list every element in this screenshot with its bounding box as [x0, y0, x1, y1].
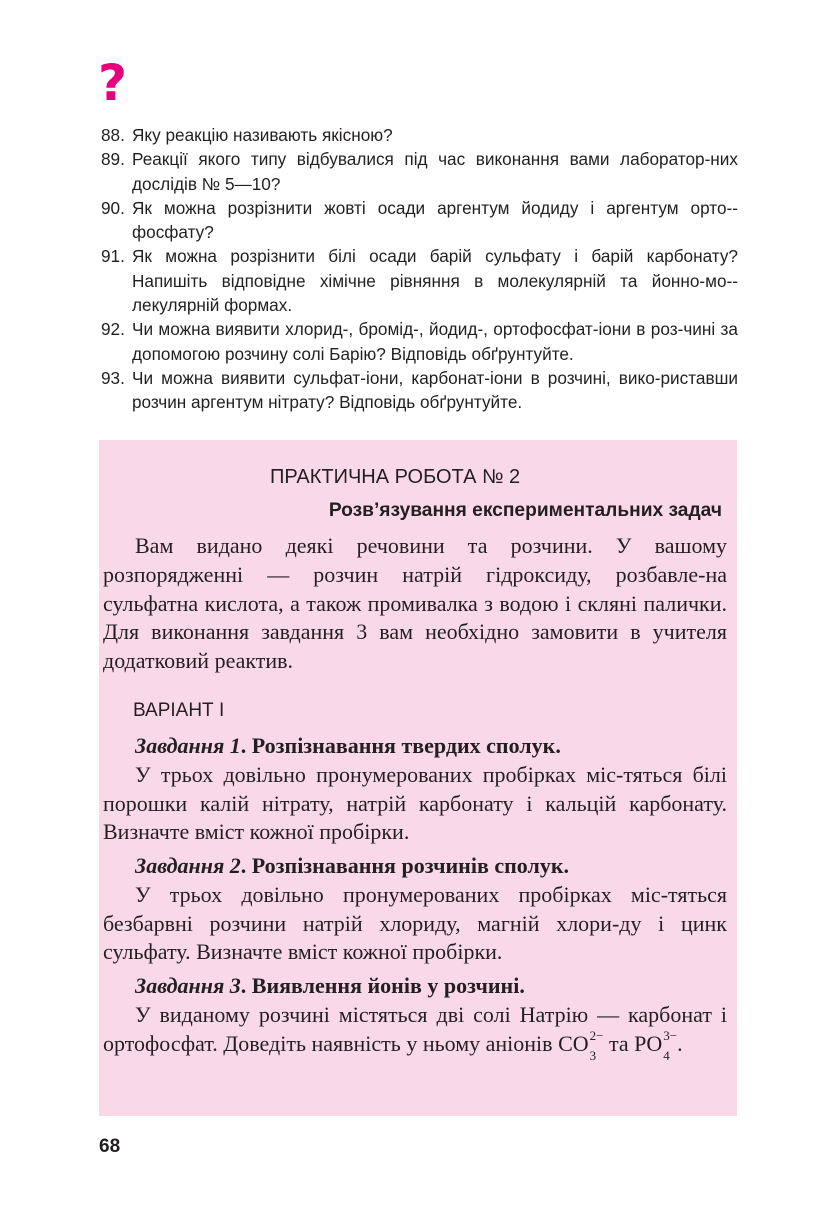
ion-formula: PO — [634, 1030, 663, 1056]
task-text: У трьох довільно пронумерованих пробірках міс-тяться білі порошки калій нітрату, натрій карбонату і кальцій карбонату. Визначте вміст кожної пробірки. — [103, 761, 727, 845]
question-number: 93. — [101, 367, 125, 388]
question-item — [101, 317, 738, 366]
ion-subscript: 4 — [663, 1047, 670, 1063]
practical-title: ПРАКТИЧНА РОБОТА № 2 — [270, 466, 521, 488]
question-mark-icon: ? — [98, 54, 128, 112]
question-item — [101, 366, 738, 415]
sentence-end: . — [677, 1030, 683, 1056]
question-item — [101, 196, 738, 245]
question-item — [101, 123, 738, 147]
task-3 — [103, 972, 727, 1063]
page-number: 68 — [99, 1136, 121, 1157]
task-title: . Розпізнавання розчинів сполук. — [240, 853, 570, 878]
carbonate-ion — [558, 1027, 604, 1063]
ion-connector: та — [603, 1030, 635, 1056]
questions-list — [101, 123, 738, 415]
practical-intro: Вам видано деякі речовини та розчини. У вашому розпорядженні — розчин натрій гідроксиду, розбавле-на сульфатна кислота, а також промивалка з водою і скляні палички. Для виконання завдання 3 вам необхідно замовити в учителя додатковий реактив. — [103, 533, 727, 674]
ion-indices — [663, 1027, 678, 1063]
task-text — [103, 1001, 727, 1063]
question-text: Яку реакцію називають якісною? — [132, 125, 393, 145]
task-heading — [103, 852, 727, 881]
ion-subscript: 3 — [589, 1047, 597, 1063]
question-text: Реакції якого типу відбувалися під час виконання вами лаборатор-них дослідів № 5—10? — [132, 149, 738, 194]
ion-charge: 2− — [589, 1027, 604, 1043]
ion-charge: 3− — [663, 1027, 678, 1043]
phosphate-ion — [634, 1027, 678, 1063]
question-number: 89. — [101, 149, 125, 170]
question-text: Чи можна виявити хлорид-, бромід-, йодид-, ортофосфат-іони в роз-чині за допомогою розчину солі Барію? Відповідь обґрунтуйте. — [132, 319, 738, 364]
question-text: Як можна розрізнити білі осади барій сульфату і барій карбонату? Напишіть відповідне хімічне рівняння в молекулярній та йонно-мо-лекулярній формах. — [132, 246, 738, 316]
task-heading — [103, 732, 727, 761]
question-number: 90. — [101, 197, 125, 218]
task-title: . Виявлення йонів у розчині. — [240, 973, 525, 998]
task-label: Завдання 1 — [135, 733, 241, 758]
question-item — [101, 244, 738, 317]
variant-heading: ВАРІАНТ І — [133, 700, 225, 721]
ion-formula: CO — [558, 1030, 589, 1056]
question-text: Як можна розрізнити жовті осади аргентум йодиду і аргентум орто-фосфату? — [132, 197, 738, 243]
task-2 — [103, 852, 727, 967]
task-text: У трьох довільно пронумерованих пробірках міс-тяться безбарвні розчини натрій хлориду, магній хлори-ду і цинк сульфату. Визначте вміст кожної пробірки. — [103, 881, 727, 965]
ion-indices — [589, 1027, 604, 1063]
task-label: Завдання 3 — [135, 973, 241, 998]
task-title: . Розпізнавання твердих сполук. — [240, 733, 561, 758]
task-heading — [103, 972, 727, 1001]
question-text: Чи можна виявити сульфат-іони, карбонат-іони в розчині, вико-риставши розчин аргентум нітрату? Відповідь обґрунтуйте. — [132, 367, 738, 413]
question-number: 91. — [101, 246, 125, 267]
task-text-main: У виданому розчині містяться дві солі Натрію — карбонат і ортофосфат. Доведіть наявність у ньому аніонів — [103, 1001, 727, 1056]
practical-work-box — [99, 440, 737, 1116]
question-item — [101, 147, 738, 196]
question-number: 88. — [101, 125, 125, 145]
task-1 — [103, 732, 727, 847]
task-label: Завдання 2 — [135, 853, 241, 878]
practical-subtitle: Розв’язування експериментальних задач — [328, 500, 722, 521]
question-number: 92. — [101, 319, 125, 340]
